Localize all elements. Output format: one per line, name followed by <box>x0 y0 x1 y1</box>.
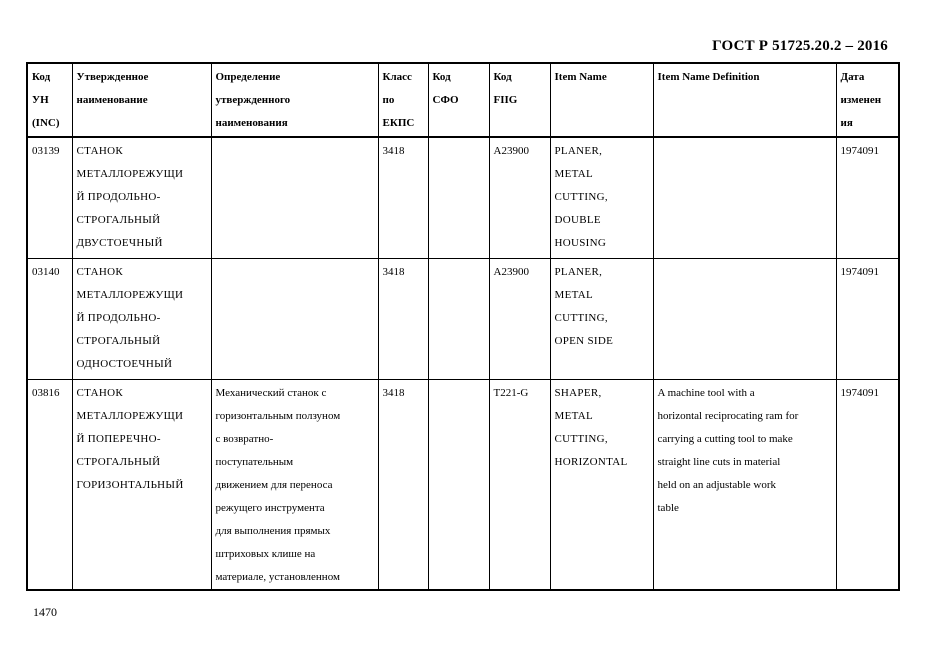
cell-inc: 03816 <box>27 380 72 591</box>
cell-text-line: СТРОГАЛЬНЫЙ <box>76 335 161 347</box>
header-sfo-code <box>428 63 489 137</box>
cell-text-line: HOUSING <box>554 237 607 249</box>
cell-text-line: Дата <box>840 71 865 83</box>
cell-inc: 03140 <box>27 259 72 380</box>
cell-inc: 03139 <box>27 137 72 259</box>
document-standard-title: ГОСТ Р 51725.20.2 – 2016 <box>712 38 888 54</box>
cell-text-line: Код <box>432 71 451 83</box>
cell-text-line: МЕТАЛЛОРЕЖУЩИ <box>76 289 184 301</box>
cell-text-line: СТРОГАЛЬНЫЙ <box>76 456 161 468</box>
cell-text-line: с возвратно- <box>215 433 274 445</box>
cell-sfo <box>428 380 489 591</box>
cell-text-line: Утвержденное <box>76 71 149 83</box>
cell-approved-name <box>72 137 211 259</box>
cell-text-line: Й ПОПЕРЕЧНО- <box>76 433 161 445</box>
cell-definition <box>211 259 378 380</box>
cell-text-line: материале, установленном <box>215 571 340 583</box>
cell-item-definition <box>653 137 836 259</box>
cell-text-line: Й ПРОДОЛЬНО- <box>76 191 161 203</box>
cell-text-line: Й ПРОДОЛЬНО- <box>76 312 161 324</box>
cell-text-line: штриховых клише на <box>215 548 316 560</box>
cell-text-line: METAL <box>554 410 594 422</box>
cell-ekps: 3418 <box>378 137 428 259</box>
cell-sfo <box>428 137 489 259</box>
cell-sfo <box>428 259 489 380</box>
table-row <box>27 259 899 380</box>
cell-text-line: СТАНОК <box>76 387 123 399</box>
cell-text-line: Item Name Definition <box>657 71 760 83</box>
cell-fiig: T221-G <box>489 380 550 591</box>
cell-text-line: METAL <box>554 168 594 180</box>
cell-text-line: Item Name <box>554 71 607 83</box>
cell-ekps: 3418 <box>378 380 428 591</box>
cell-text-line: УН <box>32 94 49 106</box>
header-ekps-class <box>378 63 428 137</box>
cell-definition <box>211 380 378 591</box>
cell-item-name <box>550 137 653 259</box>
cell-text-line: по <box>382 94 395 106</box>
header-fiig-code <box>489 63 550 137</box>
cell-text-line: ОДНОСТОЕЧНЫЙ <box>76 358 173 370</box>
cell-text-line: DOUBLE <box>554 214 601 226</box>
cell-text-line: SHAPER, <box>554 387 602 399</box>
cell-date: 1974091 <box>836 259 899 380</box>
cell-text-line: HORIZONTAL <box>554 456 628 468</box>
cell-text-line: carrying a cutting tool to make <box>657 433 793 445</box>
header-inc <box>27 63 72 137</box>
cell-text-line: Механический станок с <box>215 387 327 399</box>
cell-text-line: МЕТАЛЛОРЕЖУЩИ <box>76 168 184 180</box>
cell-item-name <box>550 259 653 380</box>
header-item-name-definition <box>653 63 836 137</box>
cell-text-line: СТРОГАЛЬНЫЙ <box>76 214 161 226</box>
cell-text-line: FIIG <box>493 94 518 106</box>
table-row <box>27 137 899 259</box>
cell-text-line: МЕТАЛЛОРЕЖУЩИ <box>76 410 184 422</box>
cell-text-line: наименования <box>215 117 288 129</box>
cell-date: 1974091 <box>836 380 899 591</box>
cell-text-line: для выполнения прямых <box>215 525 331 537</box>
cell-text-line: PLANER, <box>554 145 603 157</box>
cell-text-line: CUTTING, <box>554 191 608 203</box>
cell-text-line: поступательным <box>215 456 294 468</box>
cell-text-line: A machine tool with a <box>657 387 755 399</box>
cell-text-line: Определение <box>215 71 281 83</box>
cell-text-line: СФО <box>432 94 459 106</box>
cell-text-line: Класс <box>382 71 412 83</box>
table-header-row <box>27 63 899 137</box>
page-number: 1470 <box>33 605 57 619</box>
header-item-name <box>550 63 653 137</box>
cell-text-line: режущего инструмента <box>215 502 325 514</box>
cell-text-line: CUTTING, <box>554 312 608 324</box>
cell-text-line: Код <box>493 71 512 83</box>
cell-approved-name <box>72 380 211 591</box>
cell-text-line: ия <box>840 117 853 129</box>
classification-table <box>26 62 900 591</box>
cell-text-line: наименование <box>76 94 148 106</box>
cell-text-line: СТАНОК <box>76 145 123 157</box>
cell-item-name <box>550 380 653 591</box>
cell-fiig: A23900 <box>489 259 550 380</box>
header-name-definition <box>211 63 378 137</box>
cell-text-line: утвержденного <box>215 94 291 106</box>
cell-text-line: Код <box>32 71 51 83</box>
cell-definition <box>211 137 378 259</box>
cell-text-line: CUTTING, <box>554 433 608 445</box>
cell-text-line: ДВУСТОЕЧНЫЙ <box>76 237 163 249</box>
cell-text-line: METAL <box>554 289 594 301</box>
cell-text-line: СТАНОК <box>76 266 123 278</box>
cell-item-definition <box>653 380 836 591</box>
cell-text-line: straight line cuts in material <box>657 456 781 468</box>
cell-item-definition <box>653 259 836 380</box>
cell-text-line: horizontal reciprocating ram for <box>657 410 799 422</box>
cell-text-line: table <box>657 502 679 514</box>
cell-text-line: (INC) <box>32 117 60 129</box>
header-approved-name <box>72 63 211 137</box>
cell-ekps: 3418 <box>378 259 428 380</box>
table-row <box>27 380 899 591</box>
cell-text-line: изменен <box>840 94 882 106</box>
cell-text-line: ГОРИЗОНТАЛЬНЫЙ <box>76 479 184 491</box>
cell-date: 1974091 <box>836 137 899 259</box>
header-change-date <box>836 63 899 137</box>
cell-approved-name <box>72 259 211 380</box>
cell-text-line: PLANER, <box>554 266 603 278</box>
cell-text-line: ЕКПС <box>382 117 415 129</box>
cell-text-line: OPEN SIDE <box>554 335 614 347</box>
cell-text-line: движением для переноса <box>215 479 333 491</box>
cell-text-line: held on an adjustable work <box>657 479 777 491</box>
cell-fiig: A23900 <box>489 137 550 259</box>
cell-text-line: горизонтальным ползуном <box>215 410 341 422</box>
